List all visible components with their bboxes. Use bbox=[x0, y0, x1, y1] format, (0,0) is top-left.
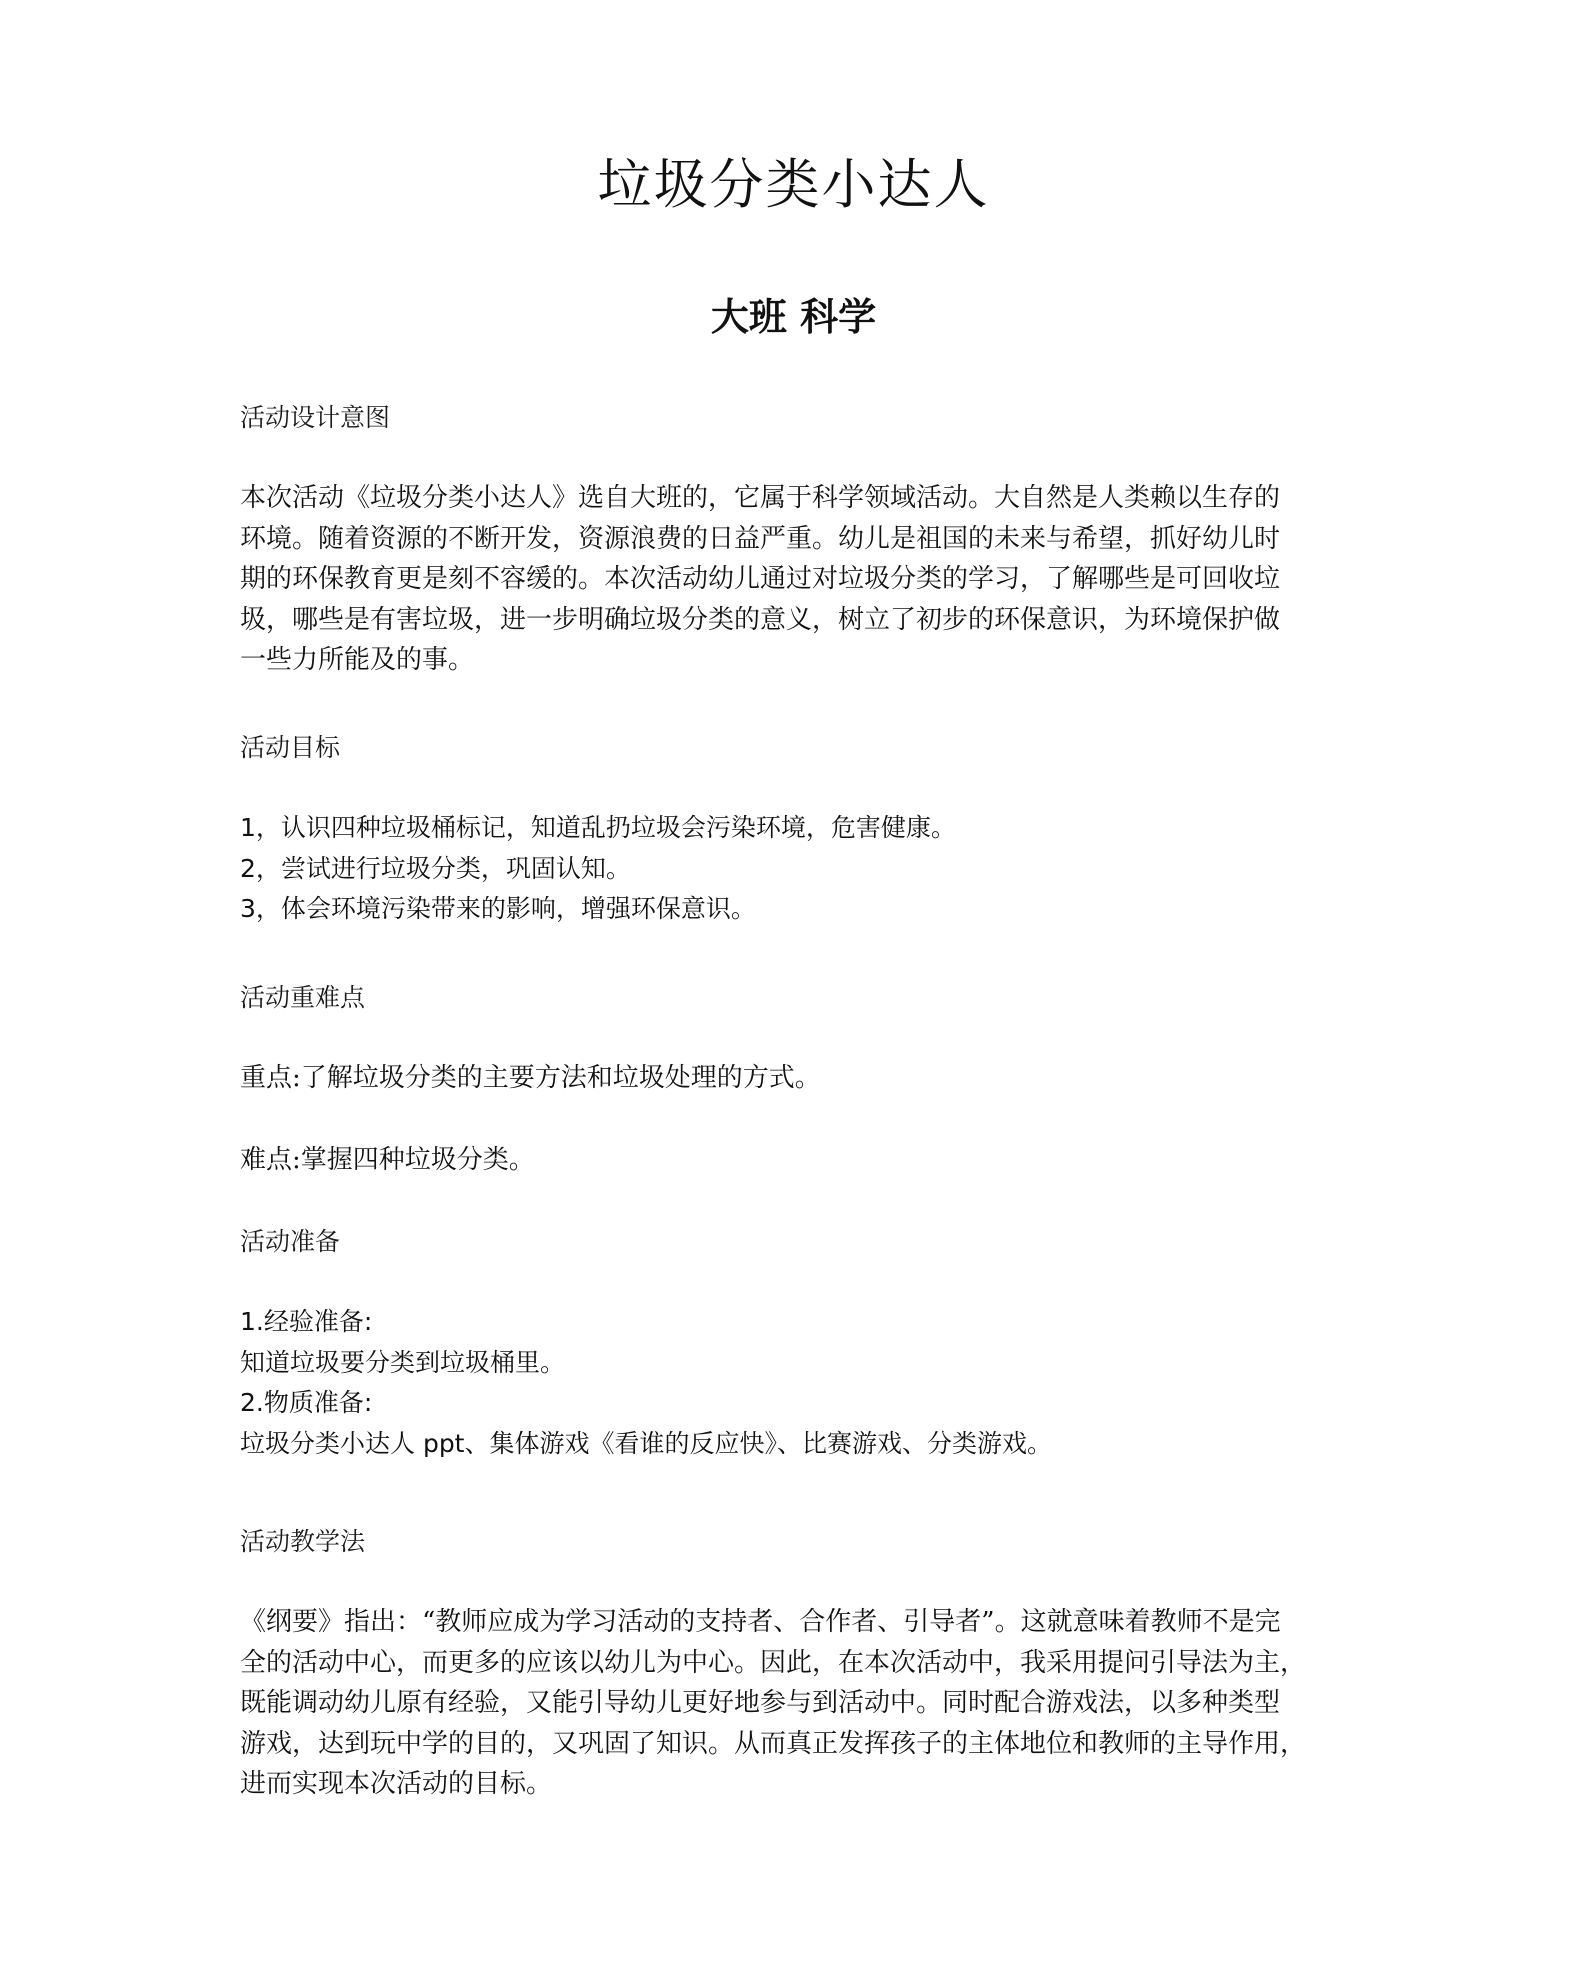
section-heading-preparation: 活动准备 bbox=[240, 1227, 341, 1256]
goal-item: 1，认识四种垃圾桶标记，知道乱扔垃圾会污染环境，危害健康。 bbox=[240, 813, 956, 842]
key-point-text: 重点:了解垃圾分类的主要方法和垃圾处理的方式。 bbox=[240, 1063, 821, 1093]
experience-prep-label: 1.经验准备: bbox=[240, 1307, 373, 1336]
goal-item: 2，尝试进行垃圾分类，巩固认知。 bbox=[240, 853, 631, 883]
document-title: 垃圾分类小达人 bbox=[597, 153, 990, 216]
paragraph-line: 本次活动《垃圾分类小达人》选自大班的，它属于科学领域活动。大自然是人类赖以生存的 bbox=[240, 483, 1281, 513]
design-intent-paragraph bbox=[240, 478, 1340, 681]
material-prep-text: 垃圾分类小达人 ppt、集体游戏《看谁的反应快》、比赛游戏、分类游戏。 bbox=[240, 1428, 1052, 1458]
document-subtitle: 大班 科学 bbox=[710, 295, 877, 339]
section-heading-design-intent: 活动设计意图 bbox=[240, 403, 391, 432]
experience-prep-text: 知道垃圾要分类到垃圾桶里。 bbox=[240, 1347, 566, 1377]
paragraph-line: 一些力所能及的事。 bbox=[240, 645, 475, 675]
paragraph-line: 进而实现本次活动的目标。 bbox=[240, 1769, 553, 1799]
paragraph-line: 游戏，达到玩中学的目的，又巩固了知识。从而真正发挥孩子的主体地位和教师的主导作用， bbox=[240, 1728, 1307, 1759]
section-heading-teaching-method: 活动教学法 bbox=[240, 1527, 366, 1556]
paragraph-line: 全的活动中心，而更多的应该以幼儿为中心。因此，在本次活动中，我采用提问引导法为主， bbox=[240, 1647, 1307, 1678]
teaching-method-paragraph bbox=[240, 1602, 1340, 1805]
paragraph-line: 期的环保教育更是刻不容缓的。本次活动幼儿通过对垃圾分类的学习，了解哪些是可回收垃 bbox=[240, 564, 1281, 594]
preparation-content bbox=[240, 1302, 1340, 1464]
paragraph-line: 《纲要》指出：“教师应成为学习活动的支持者、合作者、引导者”。这就意味着教师不是完 bbox=[240, 1607, 1281, 1637]
paragraph-line: 圾，哪些是有害垃圾，进一步明确垃圾分类的意义，树立了初步的环保意识，为环境保护做 bbox=[240, 604, 1281, 635]
goal-item: 3，体会环境污染带来的影响，增强环保意识。 bbox=[240, 894, 756, 923]
material-prep-label: 2.物质准备: bbox=[240, 1388, 373, 1417]
goals-list bbox=[240, 808, 1340, 930]
paragraph-line: 环境。随着资源的不断开发，资源浪费的日益严重。幼儿是祖国的未来与希望，抓好幼儿时 bbox=[240, 523, 1281, 554]
section-heading-key-points: 活动重难点 bbox=[240, 983, 366, 1012]
section-heading-goals: 活动目标 bbox=[240, 733, 341, 762]
difficulty-text: 难点:掌握四种垃圾分类。 bbox=[240, 1145, 535, 1175]
paragraph-line: 既能调动幼儿原有经验，又能引导幼儿更好地参与到活动中。同时配合游戏法，以多种类型 bbox=[240, 1688, 1281, 1718]
